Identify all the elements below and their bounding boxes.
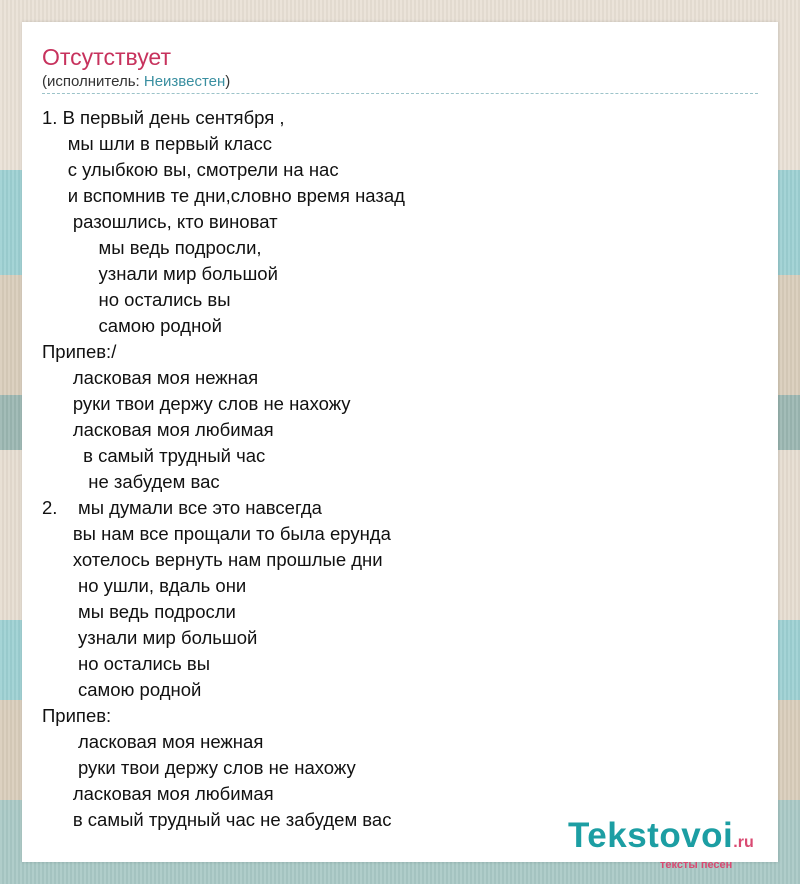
divider — [42, 93, 758, 94]
lyric-line: 1. В первый день сентября , — [42, 107, 285, 128]
lyric-line: не забудем вас — [42, 471, 220, 492]
lyric-line: разошлись, кто виноват — [42, 211, 278, 232]
lyric-line: мы ведь подросли, — [42, 237, 262, 258]
lyric-line: но остались вы — [42, 653, 210, 674]
lyric-line: 2. мы думали все это навсегда — [42, 497, 322, 518]
lyric-line: Припев: — [42, 705, 112, 726]
lyric-line: мы ведь подросли — [42, 601, 236, 622]
logo-tld: .ru — [733, 834, 754, 851]
lyric-line: узнали мир большой — [42, 263, 278, 284]
song-title: Отсутствует — [42, 44, 171, 70]
artist-prefix: (исполнитель: — [42, 73, 144, 90]
lyric-line: вы нам все прощали то была ерунда — [42, 523, 391, 544]
logo-wordmark: Tekstovoi — [568, 816, 734, 855]
logo-tagline: тексты песен — [660, 859, 733, 871]
lyric-line: ласковая моя любимая — [42, 783, 274, 804]
lyric-line: в самый трудный час — [42, 445, 266, 466]
lyric-line: узнали мир большой — [42, 627, 258, 648]
lyric-line: хотелось вернуть нам прошлые дни — [42, 549, 383, 570]
lyric-line: и вспомнив те дни,словно время назад — [42, 185, 405, 206]
lyric-line: ласковая моя любимая — [42, 419, 274, 440]
lyrics-text — [42, 105, 405, 833]
lyric-line: самою родной — [42, 679, 202, 700]
site-logo[interactable] — [568, 816, 754, 871]
lyrics-card — [22, 22, 778, 871]
lyric-line: но ушли, вдаль они — [42, 575, 247, 596]
lyric-line: с улыбкою вы, смотрели на нас — [42, 159, 339, 180]
lyric-line: самою родной — [42, 315, 222, 336]
lyric-line: мы шли в первый класс — [42, 133, 273, 154]
lyric-line: руки твои держу слов не нахожу — [42, 757, 356, 778]
lyric-line: в самый трудный час не забудем вас — [42, 809, 392, 830]
artist-line — [42, 73, 230, 90]
lyric-line: но остались вы — [42, 289, 231, 310]
lyric-line: Припев:/ — [42, 341, 117, 362]
lyric-line: ласковая моя нежная — [42, 731, 264, 752]
artist-suffix: ) — [225, 73, 231, 90]
lyric-line: руки твои держу слов не нахожу — [42, 393, 351, 414]
artist-link[interactable]: Неизвестен — [143, 73, 226, 90]
lyric-line: ласковая моя нежная — [42, 367, 259, 388]
